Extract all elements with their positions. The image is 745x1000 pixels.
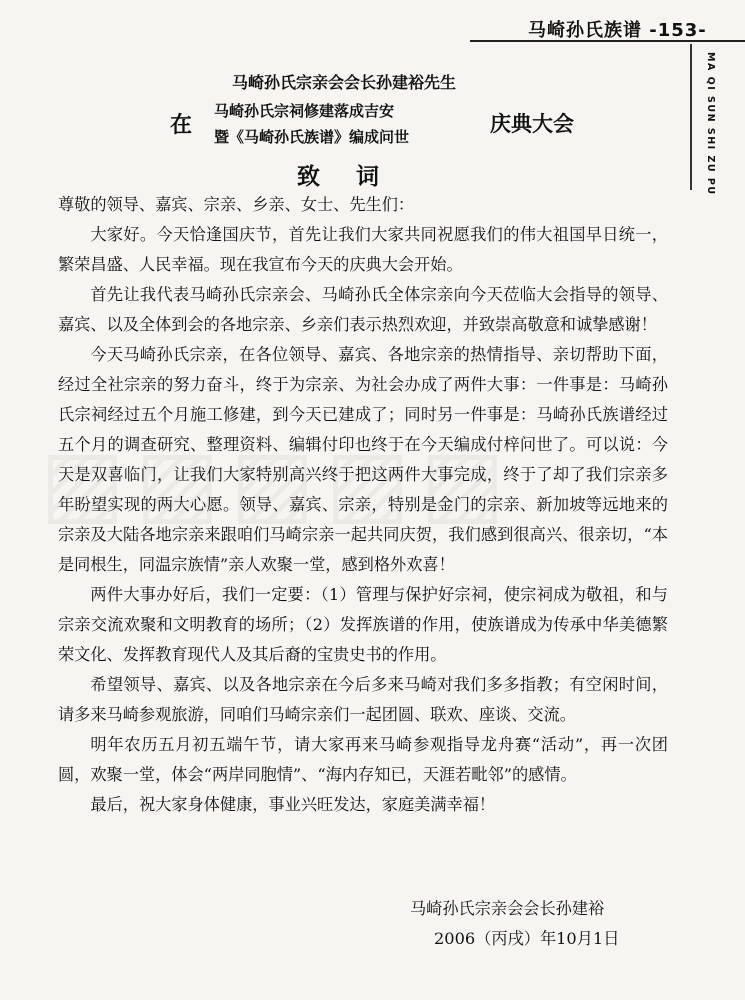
title-middle-line2: 暨《马崎孙氏族谱》编成问世 (214, 128, 410, 146)
paragraph: 明年农历五月初五端午节，请大家再来马崎参观指导龙舟赛“活动”，再一次团圆，欢聚一堂，体会“两岸同胞情”、“海内存知已，天涯若毗邻”的感情。 (58, 735, 668, 784)
title-qingdian: 庆典大会 (490, 112, 574, 136)
title-middle (214, 98, 409, 150)
signature-name: 马崎孙氏宗亲会会长孙建裕 (410, 899, 605, 918)
paragraph: 两件大事办好后，我们一定要：（1）管理与保护好宗祠，使宗祠成为敬祖，和与宗亲交流欢聚和文明教育的场所；（2）发挥族谱的作用，使族谱成为传承中华美德繁荣文化、发挥教育现代人及其后裔的宝贵史书的作用。 (58, 585, 668, 664)
header-title: 马崎孙氏族谱 -153- (528, 20, 707, 41)
paragraph: 今天马崎孙氏宗亲，在各位领导、嘉宾、各地宗亲的热情指导、亲切帮助下面，经过全社宗亲的努力奋斗，终于为宗亲、为社会办成了两件大事：一件事是：马崎孙氏宗祠经过五个月施工修建，到今天已建成了；同时另一件事是：马崎孙氏族谱经过五个月的调查研究、整理资料、编辑付印也终于在今天编成付梓问世了。可以说：今天是双喜临门，让我们大家特别高兴终于把这两件大事完成，终于了却了我们宗亲多年盼望实现的两大心愿。领导、嘉宾、宗亲，特别是金门的宗亲、新加坡等远地来的宗亲及大陆各地宗亲来跟咱们马崎宗亲一起共同庆贺，我们感到很高兴、很亲切，“本是同根生，同温宗族情”亲人欢聚一堂，感到格外欢喜！ (58, 345, 668, 574)
paragraph: 最后，祝大家身体健康，事业兴旺发达，家庭美满幸福！ (90, 795, 496, 814)
page-header (0, 0, 745, 44)
paragraph: 大家好。今天恰逢国庆节，首先让我们大家共同祝愿我们的伟大祖国早日统一，繁荣昌盛、人民幸福。现在我宣布今天的庆典大会开始。 (58, 225, 668, 274)
title-block (160, 58, 610, 154)
speech-title: 致词 (297, 164, 415, 190)
signature (410, 894, 619, 954)
side-rule (690, 44, 692, 190)
side-vertical-text: MA QI SUN SHI ZU PU (705, 52, 716, 196)
salutation: 尊敬的领导、嘉宾、宗亲、乡亲、女士、先生们： (58, 195, 415, 214)
paragraph: 希望领导、嘉宾、以及各地宗亲在今后多来马崎对我们多多指教；有空闲时间，请多来马崎参观旅游，同咱们马崎宗亲们一起团圆、联欢、座谈、交流。 (58, 675, 668, 724)
title-zai: 在 (170, 113, 193, 138)
paragraph: 首先让我代表马崎孙氏宗亲会、马崎孙氏全体宗亲向今天莅临大会指导的领导、嘉宾、以及全体到会的各地宗亲、乡亲们表示热烈欢迎，并致崇高敬意和诚挚感谢！ (58, 285, 668, 334)
header-rule (470, 40, 745, 42)
signature-date: 2006（丙戌）年10月1日 (434, 929, 620, 948)
title-line1: 马崎孙氏宗亲会会长孙建裕先生 (232, 73, 457, 92)
speech-body (58, 190, 668, 820)
title-middle-line1: 马崎孙氏宗祠修建落成吉安 (214, 102, 395, 120)
